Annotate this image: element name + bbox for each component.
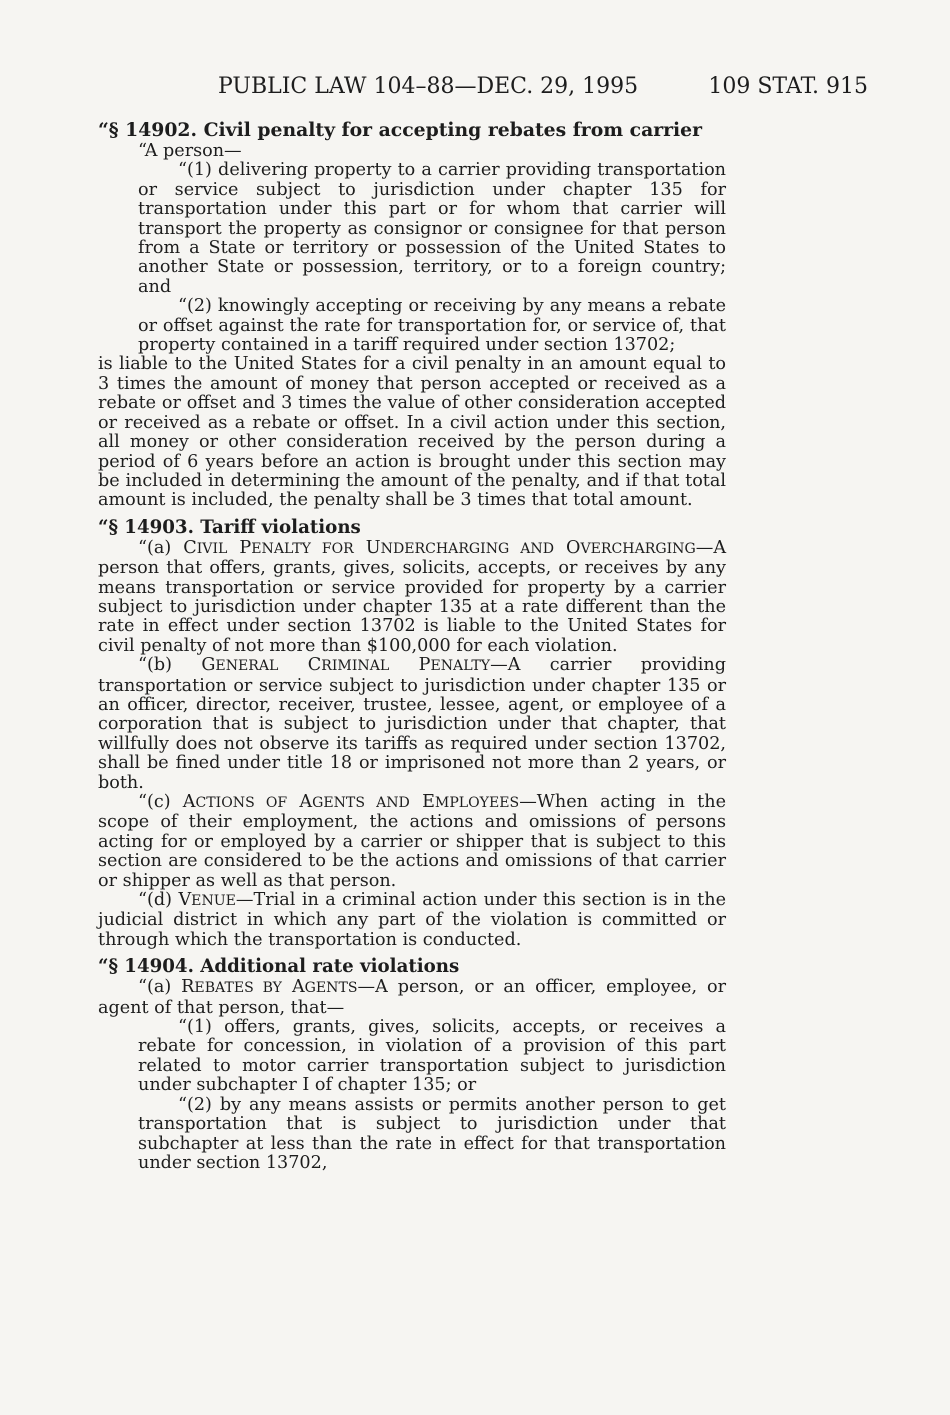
subsection-text: —A person, or an officer, employee, or agent of that person, that— — [98, 977, 726, 1018]
section-heading-14904: “§ 14904. Additional rate violations — [98, 956, 460, 978]
subsection-label: “(d) — [138, 890, 172, 911]
section-heading-14903: “§ 14903. Tariff violations — [98, 516, 361, 538]
subsection-label: “(a) — [138, 537, 172, 558]
subsection-d — [98, 891, 726, 950]
subsection-c — [98, 793, 726, 891]
running-header-title: PUBLIC LAW 104–88—DEC. 29, 1995 — [218, 74, 639, 99]
subsection-label: “(b) — [138, 655, 172, 676]
clause-2: “(2) by any means assists or permits another person to get transportation that is subject to jurisdiction under that subchapter at less than the rate in effect for that transportation under section 13702, — [138, 1094, 726, 1173]
subsection-label: “(c) — [138, 792, 171, 812]
section-heading-14902: “§ 14902. Civil penalty for accepting rebates from carrier — [98, 119, 703, 141]
clause-1: “(1) delivering property to a carrier providing transportation or service subject to jurisdiction under chapter 135 for transportation under this part or for whom that carrier will transport the property as consignor or consignee for that person from a State or territory or possession of the United States to another State or possession, territory, or to a foreign country; and — [138, 160, 726, 297]
subsection-text: —Trial in a criminal action under this section is in the judicial district in which any part of the violation is committed or through which the transportation is conducted. — [98, 890, 726, 950]
paragraph-closing: is liable to the United States for a civil penalty in an amount equal to 3 times the amount of money that person accepted or received as a rebate or offset and 3 times the value of other consideration accepted or received as a rebate or offset. In a civil action under this section, all money or other consideration received by the person during a period of 6 years before an action is brought under this section may be included in determining the amount of the penalty, and if that total amount is included, the penalty shall be 3 times that total amount. — [98, 354, 726, 511]
subsection-title: CIVIL PENALTY FOR UNDERCHARGING AND OVERCHARGING — [183, 537, 696, 558]
paragraph-lead: “A person— — [138, 141, 242, 161]
subsection-text: —A carrier providing transportation or service subject to jurisdiction under chapter 135 or an officer, director, receiver, trustee, lessee, agent, or employee of a corporation that is subject to jurisdiction under that chapter, that willfully does not observe its tariffs as required under section 13702, shall be fined under title 18 or imprisoned not more than 2 years, or both. — [98, 655, 727, 793]
subsection-title: ACTIONS OF AGENTS AND EMPLOYEES — [182, 792, 520, 812]
subsection-text: —A person that offers, grants, gives, solicits, accepts, or receives by any means transportation or service provided for property by a carrier subject to jurisdiction under chapter 135 at a rate different than the rate in effect under section 13702 is liable to the United States for civil penalty of not more than $100,000 for each violation. — [98, 537, 727, 656]
subsection-title: REBATES BY AGENTS — [181, 977, 358, 998]
subsection-title: VENUE — [178, 890, 236, 911]
subsection-a — [98, 978, 726, 1018]
subsection-text: —When acting in the scope of their employment, the actions and omissions of persons acting for or employed by a carrier or shipper that is subject to this section are considered to be the actions and omissions of that carrier or shipper as well as that person. — [98, 792, 726, 891]
subsection-title: GENERAL CRIMINAL PENALTY — [201, 655, 491, 676]
running-header-stat-page: 109 STAT. 915 — [708, 74, 868, 99]
clause-1: “(1) offers, grants, gives, solicits, accepts, or receives a rebate for concession, in violation of a provision of this part related to motor carrier transportation subject to jurisdiction under subchapter I of chapter 135; or — [138, 1017, 726, 1096]
subsection-a — [98, 539, 726, 656]
body-text — [98, 119, 726, 1173]
subsection-b — [98, 656, 726, 793]
clause-2: “(2) knowingly accepting or receiving by any means a rebate or offset against the rate for transportation for, or service of, that property contained in a tariff required under section 13702; — [138, 296, 726, 356]
subsection-label: “(a) — [138, 977, 172, 998]
